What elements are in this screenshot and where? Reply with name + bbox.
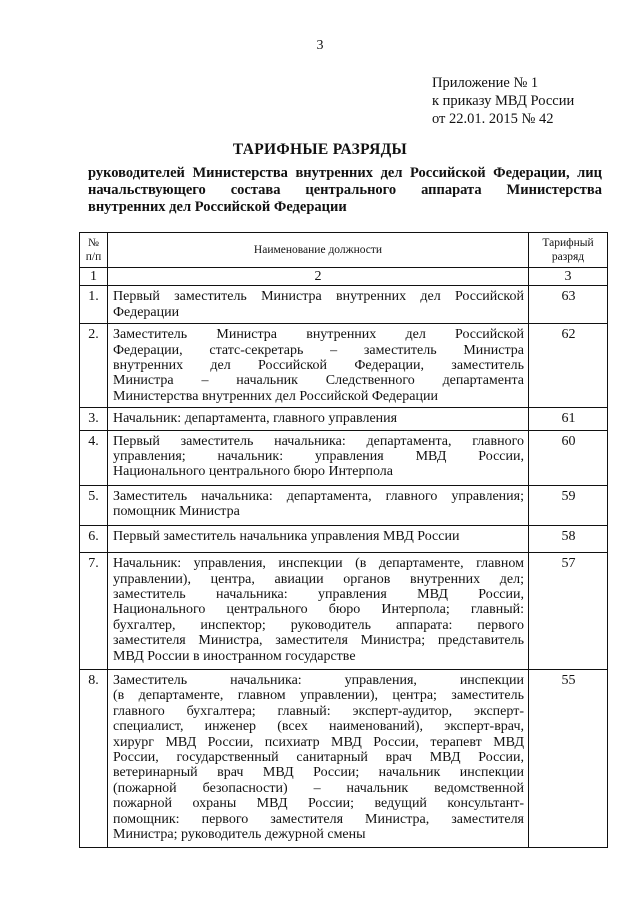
position-name-line: хирург МВД России, психиатр МВД России, терапевт МВД [113,734,524,750]
table-row [80,553,608,670]
tariff-grade: 57 [529,553,608,670]
position-name-line: России, государственный санитарный врач МВД России, [113,749,524,765]
position-name [108,286,529,324]
tariff-grade: 60 [529,430,608,485]
header-position-name: Наименование должности [108,233,529,268]
position-name-line: Заместитель Министра внутренних дел Российской [113,327,524,343]
document-subtitle [88,165,602,216]
position-name [108,525,529,552]
position-name-line: внутренних дел Российской Федерации, заместитель [113,358,524,374]
position-name-line: Национального центрального бюро Интерпола [113,464,393,480]
header-number-line-1: № [88,237,99,249]
position-name-line: Министерства внутренних дел Российской Федерации [113,388,438,404]
position-name-line: Первый заместитель начальника: департамента, главного [113,433,524,449]
position-name-line: Первый заместитель начальника управления МВД России [113,528,460,544]
appendix-line-3: от 22.01. 2015 № 42 [432,111,554,127]
header-number-line-2: п/п [85,251,102,263]
row-number: 1. [80,286,108,324]
position-name-line: Федерации, статс-секретарь – заместитель Министра [113,342,524,358]
row-number: 7. [80,553,108,670]
header-number [80,233,108,268]
position-name-line: заместителя Министра, заместителя Министра; представитель [113,633,524,649]
tariff-grades-table [79,232,608,848]
position-name-line: специалист, инженер (всех наименований), эксперт-врач, [113,719,524,735]
header-grade-line-1: Тарифный [542,237,594,249]
column-index-row [80,268,608,286]
position-name-line: главного бухгалтера; главный: эксперт-аудитор, эксперт- [113,703,524,719]
tariff-grade: 55 [529,669,608,847]
column-index: 3 [529,268,608,286]
position-name-line: Национального центрального бюро Интерпола; главный: [113,602,524,618]
table-row [80,525,608,552]
table-row [80,286,608,324]
position-name-line: Заместитель начальника: управления, инспекции [113,672,524,688]
tariff-grade: 59 [529,485,608,525]
table-row [80,430,608,485]
position-name-line: Первый заместитель Министра внутренних дел Российской [113,289,524,305]
table-row [80,485,608,525]
position-name-line: Министра; руководитель дежурной смены [113,827,366,842]
row-number: 3. [80,408,108,430]
row-number: 5. [80,485,108,525]
header-tariff-grade [529,233,608,268]
position-name-line: Заместитель начальника: департамента, главного управления; [113,488,524,504]
position-name-line: Федерации [113,304,180,320]
row-number: 8. [80,669,108,847]
tariff-grade: 63 [529,286,608,324]
tariff-grade: 62 [529,324,608,408]
subtitle-line-3: внутренних дел Российской Федерации [88,199,347,215]
document-title: ТАРИФНЫЕ РАЗРЯДЫ [232,141,408,158]
table-row [80,324,608,408]
position-name [108,669,529,847]
table-body [80,286,608,848]
table-row [80,669,608,847]
position-name-line: помощник: первого заместителя Министра, заместителя [113,811,524,827]
position-name [108,430,529,485]
row-number: 4. [80,430,108,485]
position-name-line: Министра – начальник Следственного департамента [113,373,524,389]
position-name [108,408,529,430]
tariff-grade: 61 [529,408,608,430]
page-number: 3 [316,38,324,53]
position-name-line: ветеринарный врач МВД России; начальник инспекции [113,765,524,781]
header-grade-line-2: разряд [551,251,585,263]
tariff-grade: 58 [529,525,608,552]
position-name-line: (в департаменте, главном управлении), центра; заместитель [113,688,524,704]
subtitle-line-2: начальствующего состава центрального аппарата Министерства [88,182,602,198]
position-name-line: Начальник: департамента, главного управления [113,411,398,427]
appendix-line-1: Приложение № 1 [432,75,539,91]
position-name [108,553,529,670]
position-name-line: МВД России в иностранном государстве [113,648,356,664]
position-name-line: Начальник: управления, инспекции (в департаменте, главном [113,556,524,572]
table-row [80,408,608,430]
position-name-line: пожарной охраны МВД России; ведущий консультант- [113,796,524,812]
column-index: 1 [80,268,108,286]
appendix-reference [432,74,574,128]
position-name-line: (пожарной безопасности) – начальник ведомственной [113,780,524,796]
row-number: 6. [80,525,108,552]
subtitle-line-1: руководителей Министерства внутренних дел Российской Федерации, лиц [88,165,602,181]
table-header-row [80,233,608,268]
position-name-line: помощник Министра [113,504,240,520]
position-name-line: заместитель начальника: управления МВД России, [113,586,524,602]
position-name-line: управления; начальник: управления МВД России, [113,449,524,465]
position-name-line: бухгалтер, инспектор; руководитель аппарата: первого [113,617,524,633]
column-index: 2 [108,268,529,286]
position-name-line: управлении), центра, авиации органов внутренних дел; [113,571,524,587]
position-name [108,324,529,408]
row-number: 2. [80,324,108,408]
position-name [108,485,529,525]
appendix-line-2: к приказу МВД России [432,93,575,109]
